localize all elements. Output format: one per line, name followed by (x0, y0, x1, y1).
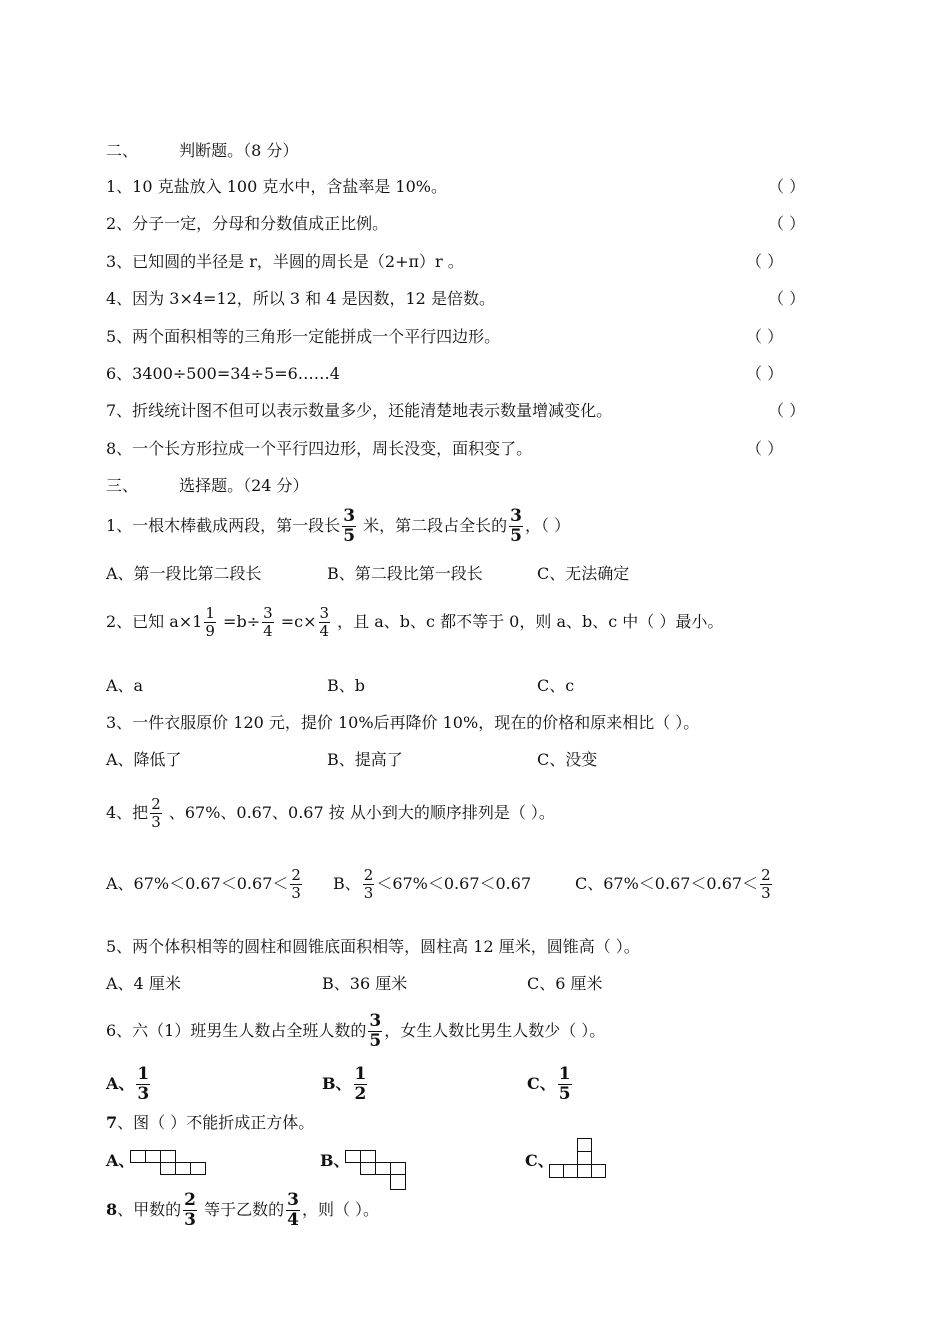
judge-item-4: 4、因为 3×4=12，所以 3 和 4 是因数，12 是倍数。 (106, 289, 495, 308)
cube-net-c[interactable] (548, 1138, 612, 1180)
q8-text-a: 、甲数的 (117, 1200, 182, 1219)
section-choice-heading (106, 476, 309, 496)
q6-option-b[interactable] (322, 1066, 369, 1103)
q8-text-b: 等于乙数的 (204, 1200, 285, 1219)
q2-text-b: =b÷ (223, 612, 261, 631)
answer-paren-2[interactable]: （ ） (768, 214, 806, 233)
q6-option-a-label: A、 (106, 1074, 135, 1093)
q7-text: 、图（ ）不能折成正方体。 (117, 1113, 315, 1132)
fraction: $\frac{1}{5}$ (558, 1064, 571, 1104)
section-title: 选择题。（24 分） (179, 476, 309, 495)
q8-text-c: ，则（ ）。 (301, 1200, 380, 1219)
q4-option-b[interactable] (333, 868, 531, 901)
fraction: $\frac{1}{2}$ (354, 1064, 367, 1104)
choice-q5: 5、两个体积相等的圆柱和圆锥底面积相等，圆柱高 12 厘米，圆锥高（ ）。 (106, 937, 640, 956)
net-square (361, 1151, 376, 1163)
q2-option-c[interactable]: C、c (537, 676, 575, 695)
q4-text-b: 、67%、0.67、0.67 按 从小到大的顺序排列是（ ）。 (168, 803, 555, 822)
q1-option-a[interactable]: A、第一段比第二段长 (106, 564, 262, 583)
q5-option-c[interactable]: C、6 厘米 (527, 974, 603, 993)
answer-paren-7[interactable]: （ ） (768, 401, 806, 420)
q7-option-a-label[interactable]: A、 (106, 1151, 135, 1170)
net-square (376, 1163, 391, 1175)
fraction: $\frac{2}{3}$ (184, 1190, 196, 1230)
choice-q8 (106, 1192, 379, 1229)
section-number: 二、 (106, 141, 139, 160)
q3-option-a[interactable]: A、降低了 (106, 750, 182, 769)
q4-option-a-text: A、67%＜0.67＜0.67＜ (106, 874, 289, 893)
net-square (161, 1163, 176, 1175)
fraction: $\frac{2}{3}$ (151, 795, 161, 831)
net-square (578, 1165, 592, 1178)
fraction: $\frac{2}{3}$ (291, 866, 301, 902)
q1-option-b[interactable]: B、第二段比第一段长 (327, 564, 483, 583)
q4-option-c-text: C、67%＜0.67＜0.67＜ (575, 874, 759, 893)
q4-option-c[interactable] (575, 868, 774, 901)
section-judge-heading (106, 141, 298, 161)
net-square (361, 1163, 376, 1175)
q7-number: 7 (106, 1113, 118, 1132)
q6-option-b-label: B、 (322, 1074, 352, 1093)
fraction: $\frac{3}{5}$ (369, 1011, 382, 1051)
choice-q4 (106, 797, 555, 830)
q3-option-c[interactable]: C、没变 (537, 750, 598, 769)
q2-text-c: =c× (280, 612, 317, 631)
judge-item-2: 2、分子一定，分母和分数值成正比例。 (106, 214, 389, 233)
section-number: 三、 (106, 476, 139, 495)
net-square (346, 1151, 361, 1163)
cube-net-b[interactable] (345, 1150, 410, 1192)
answer-paren-4[interactable]: （ ） (768, 289, 806, 308)
judge-item-1: 1、10 克盐放入 100 克水中，含盐率是 10%。 (106, 177, 447, 196)
choice-q6 (106, 1013, 605, 1050)
q7-option-c-label[interactable]: C、 (525, 1151, 554, 1170)
q8-number: 8 (106, 1200, 118, 1219)
answer-paren-6[interactable]: （ ） (746, 364, 784, 383)
net-square (550, 1165, 564, 1178)
judge-item-7: 7、折线统计图不但可以表示数量多少，还能清楚地表示数量增减变化。 (106, 401, 613, 420)
net-square (176, 1163, 191, 1175)
answer-paren-5[interactable]: （ ） (746, 327, 784, 346)
q4-option-a[interactable] (106, 868, 304, 901)
q6-option-c[interactable] (527, 1066, 574, 1103)
q1-text-b: 米，第二段占全长的 (363, 516, 508, 535)
answer-paren-8[interactable]: （ ） (746, 439, 784, 458)
net-square (592, 1165, 606, 1178)
q5-option-a[interactable]: A、4 厘米 (106, 974, 181, 993)
net-square (578, 1139, 592, 1152)
net-square (564, 1165, 578, 1178)
net-square (146, 1151, 161, 1163)
q4-option-b-text: ＜67%＜0.67＜0.67 (376, 874, 532, 893)
q4-text-a: 4、把 (106, 803, 149, 822)
q4-option-b-label: B、 (333, 874, 361, 893)
q1-text-a: 1、一根木棒截成两段，第一段长 (106, 516, 341, 535)
fraction: $\frac{3}{5}$ (343, 506, 356, 546)
judge-item-3: 3、已知圆的半径是 r，半圆的周长是（2+π）r 。 (106, 252, 464, 271)
q6-option-a[interactable] (106, 1066, 152, 1103)
q6-text-a: 6、六（1）班男生人数占全班人数的 (106, 1021, 367, 1040)
choice-q7 (106, 1113, 314, 1133)
q7-option-b-label[interactable]: B、 (320, 1151, 350, 1170)
answer-paren-3[interactable]: （ ） (746, 252, 784, 271)
fraction: $\frac{3}{4}$ (319, 604, 330, 640)
judge-item-8: 8、一个长方形拉成一个平行四边形，周长没变，面积变了。 (106, 439, 533, 458)
net-square (161, 1151, 176, 1163)
net-square (578, 1152, 592, 1165)
choice-q3: 3、一件衣服原价 120 元，提价 10%后再降价 10%，现在的价格和原来相比（ ）。 (106, 713, 700, 732)
judge-item-6: 6、3400÷500=34÷5=6……4 (106, 364, 340, 383)
q2-option-b[interactable]: B、b (327, 676, 366, 695)
net-square (391, 1163, 406, 1175)
q6-text-b: ，女生人数比男生人数少（ ）。 (384, 1021, 606, 1040)
q1-option-c[interactable]: C、无法确定 (537, 564, 630, 583)
q1-text-c: ，（ ） (524, 516, 571, 535)
choice-q2 (106, 606, 723, 639)
section-title: 判断题。（8 分） (179, 141, 299, 160)
choice-q1 (106, 508, 570, 545)
fraction: $\frac{1}{9}$ (205, 604, 215, 640)
q3-option-b[interactable]: B、提高了 (327, 750, 403, 769)
q6-option-c-label: C、 (527, 1074, 556, 1093)
cube-net-a[interactable] (130, 1150, 210, 1180)
answer-paren-1[interactable]: （ ） (768, 177, 806, 196)
q5-option-b[interactable]: B、36 厘米 (322, 974, 408, 993)
q2-text-a: 2、已知 a×1 (106, 612, 203, 631)
net-square (391, 1175, 406, 1190)
q2-text-d: ，且 a、b、c 都不等于 0，则 a、b、c 中（ ）最小。 (337, 612, 724, 631)
fraction: $\frac{3}{4}$ (287, 1190, 299, 1230)
q2-option-a[interactable]: A、a (106, 676, 144, 695)
fraction: $\frac{2}{3}$ (761, 866, 771, 902)
fraction: $\frac{1}{3}$ (137, 1064, 150, 1104)
fraction: $\frac{3}{5}$ (510, 506, 522, 546)
fraction: $\frac{2}{3}$ (363, 866, 374, 902)
judge-item-5: 5、两个面积相等的三角形一定能拼成一个平行四边形。 (106, 327, 501, 346)
fraction: $\frac{3}{4}$ (263, 604, 273, 640)
net-square (191, 1163, 206, 1175)
net-square (131, 1151, 146, 1163)
